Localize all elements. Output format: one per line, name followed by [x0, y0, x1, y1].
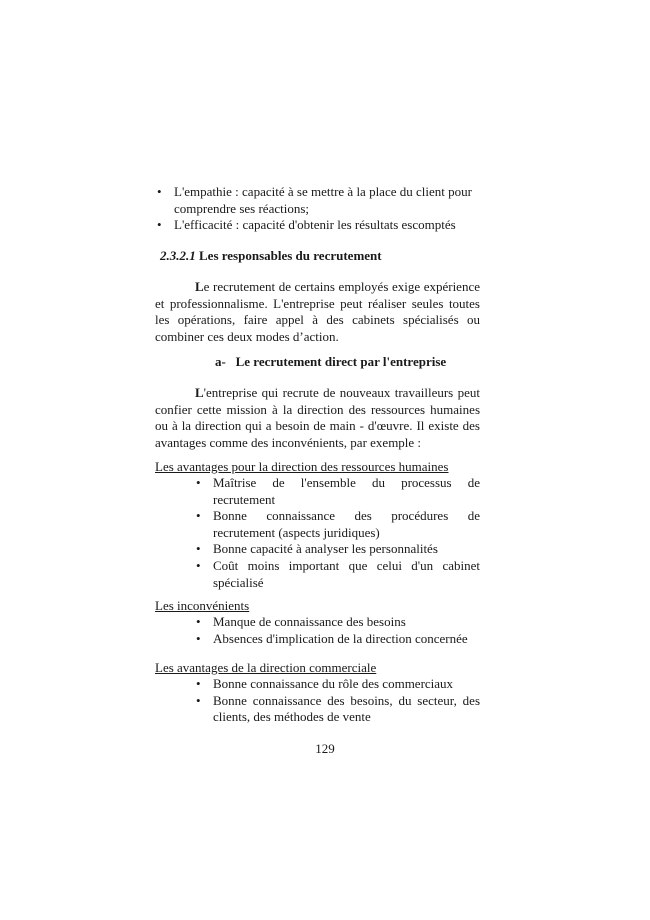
list-heading: Les inconvénients: [155, 598, 250, 613]
paragraph: L'entreprise qui recrute de nouveaux travailleurs peut confier cette mission à la direction des ressources humaines ou à la direction qui a besoin de main - d'œuvre. Il existe des avantages comme des inconvénients, par exemple :: [155, 385, 480, 450]
bullet-icon: •: [196, 475, 201, 490]
bullet-icon: •: [196, 541, 201, 557]
bullet-icon: •: [196, 508, 201, 524]
subsection-heading: a- Le recrutement direct par l'entreprise: [215, 354, 447, 369]
bullet-icon: •: [196, 614, 201, 629]
bullet-icon: •: [196, 692, 201, 708]
disadvantages-list: [194, 614, 480, 647]
list-item: • L'efficacité : capacité d'obtenir les résultats escomptés: [157, 217, 456, 233]
intro-list: [155, 184, 480, 234]
list-item: • Bonne connaissance du rôle des commerciaux: [196, 676, 454, 691]
bullet-icon: •: [196, 557, 201, 573]
section-heading: 2.3.2.1 Les responsables du recrutement: [160, 248, 382, 263]
list-item: • Bonne capacité à analyser les personnalités: [196, 541, 438, 557]
list-heading: Les avantages pour la direction des ressources humaines: [155, 459, 449, 474]
list-item: • Maîtrise de l'ensemble du processus de recrutement: [196, 475, 480, 507]
list-heading: Les avantages de la direction commerciale: [155, 660, 377, 675]
bullet-icon: •: [196, 676, 201, 691]
advantages-commercial-list: [194, 676, 480, 726]
list-item: • Bonne connaissance des procédures de recrutement (aspects juridiques): [196, 508, 480, 540]
paragraph: Le recrutement de certains employés exige expérience et professionnalisme. L'entreprise peut réaliser seules toutes les opérations, faire appel à des cabinets spécialisés ou combiner ces deux modes d’action.: [155, 279, 480, 344]
list-item: • L'empathie : capacité à se mettre à la place du client pour comprendre ses réactions;: [157, 184, 472, 216]
list-item: • Absences d'implication de la direction concernée: [196, 630, 468, 646]
bullet-icon: •: [196, 630, 201, 646]
list-item: • Manque de connaissance des besoins: [196, 614, 406, 629]
page-number: 129: [315, 741, 335, 756]
bullet-icon: •: [157, 184, 162, 199]
bullet-icon: •: [157, 217, 162, 233]
advantages-hr-list: [194, 475, 480, 591]
list-item: • Coût moins important que celui d'un cabinet spécialisé: [196, 557, 480, 590]
list-item: • Bonne connaissance des besoins, du secteur, des clients, des méthodes de vente: [196, 692, 480, 725]
